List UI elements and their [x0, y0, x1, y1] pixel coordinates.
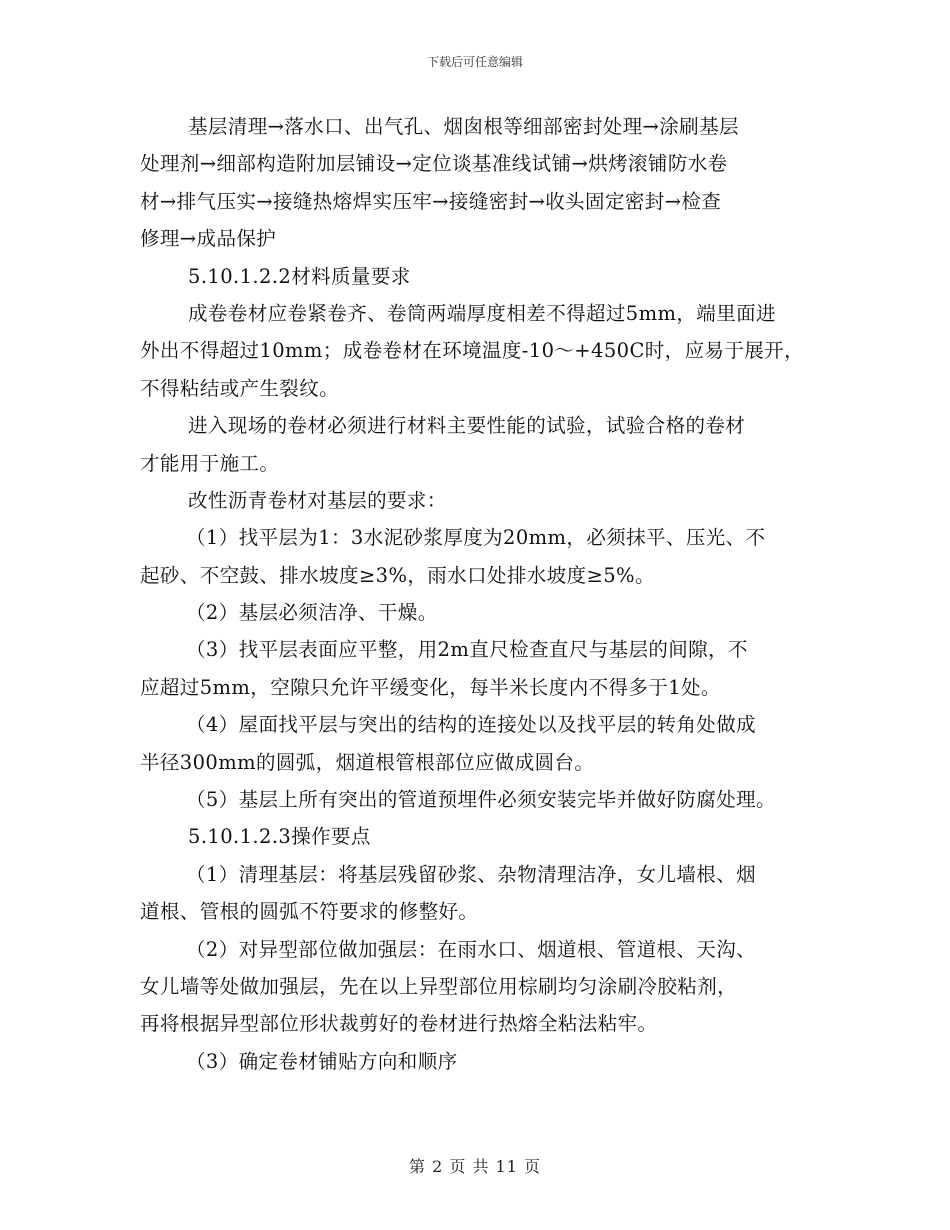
body-line: 才能用于施工。: [140, 451, 280, 475]
page-header: 下载后可任意编辑: [426, 55, 523, 69]
list-item: （4）屋面找平层与突出的结构的连接处以及找平层的转角处做成: [186, 713, 757, 737]
body-line: 基层清理→落水口、出气孔、烟囱根等细部密封处理→涂刷基层: [188, 115, 739, 138]
body-line: 外出不得超过10mm；成卷卷材在环境温度-10～+450C时，应易于展开，: [140, 339, 804, 363]
body-line: 道根、管根的圆弧不符要求的修整好。: [140, 900, 479, 924]
section-heading: 5.10.1.2.2材料质量要求: [188, 264, 411, 288]
body-line: 改性沥青卷材对基层的要求：: [188, 488, 447, 512]
body-line: 成卷卷材应卷紧卷齐、卷筒两端厚度相差不得超过5mm，端里面进: [188, 301, 776, 325]
body-line: 修理→成品保护: [140, 227, 277, 251]
section-heading: 5.10.1.2.3操作要点: [188, 825, 371, 849]
list-item: （5）基层上所有突出的管道预埋件必须安装完毕并做好防腐处理。: [186, 788, 776, 812]
body-line: 进入现场的卷材必须进行材料主要性能的试验，试验合格的卷材: [188, 414, 746, 438]
body-line: 半径300mm的圆弧，烟道根管根部位应做成圆台。: [140, 750, 595, 774]
body-line: 再将根据异型部位形状裁剪好的卷材进行热熔全粘法粘牢。: [140, 1012, 658, 1036]
body-line: 处理剂→细部构造附加层铺设→定位谈基准线试铺→烘烤滚铺防水卷: [140, 152, 728, 176]
document-body: [140, 108, 816, 1080]
page-footer: 第 2 页 共 11 页: [409, 1157, 541, 1176]
list-item: （3）找平层表面应平整，用2m直尺检查直尺与基层的间隙，不: [186, 638, 748, 662]
body-line: 材→排气压实→接缝热熔焊实压牢→接缝密封→收头固定密封→检查: [140, 189, 722, 213]
body-line: 女儿墙等处做加强层，先在以上异型部位用棕刷均匀涂刷冷胶粘剂，: [140, 974, 738, 998]
list-item: （2）对异型部位做加强层：在雨水口、烟道根、管道根、天沟、: [186, 937, 757, 961]
list-item: （2）基层必须洁净、干燥。: [186, 601, 438, 625]
body-line: 起砂、不空鼓、排水坡度≥3%，雨水口处排水坡度≥5%。: [140, 563, 655, 587]
body-line: 不得粘结或产生裂纹。: [140, 376, 340, 400]
body-line: 应超过5mm，空隙只允许平缓变化，每半米长度内不得多于1处。: [140, 675, 721, 699]
list-item: （1）找平层为1：3水泥砂浆厚度为20mm，必须抹平、压光、不: [186, 526, 766, 550]
list-item: （3）确定卷材铺贴方向和顺序: [186, 1049, 458, 1073]
list-item: （1）清理基层：将基层残留砂浆、杂物清理洁净，女儿墙根、烟: [186, 862, 757, 886]
